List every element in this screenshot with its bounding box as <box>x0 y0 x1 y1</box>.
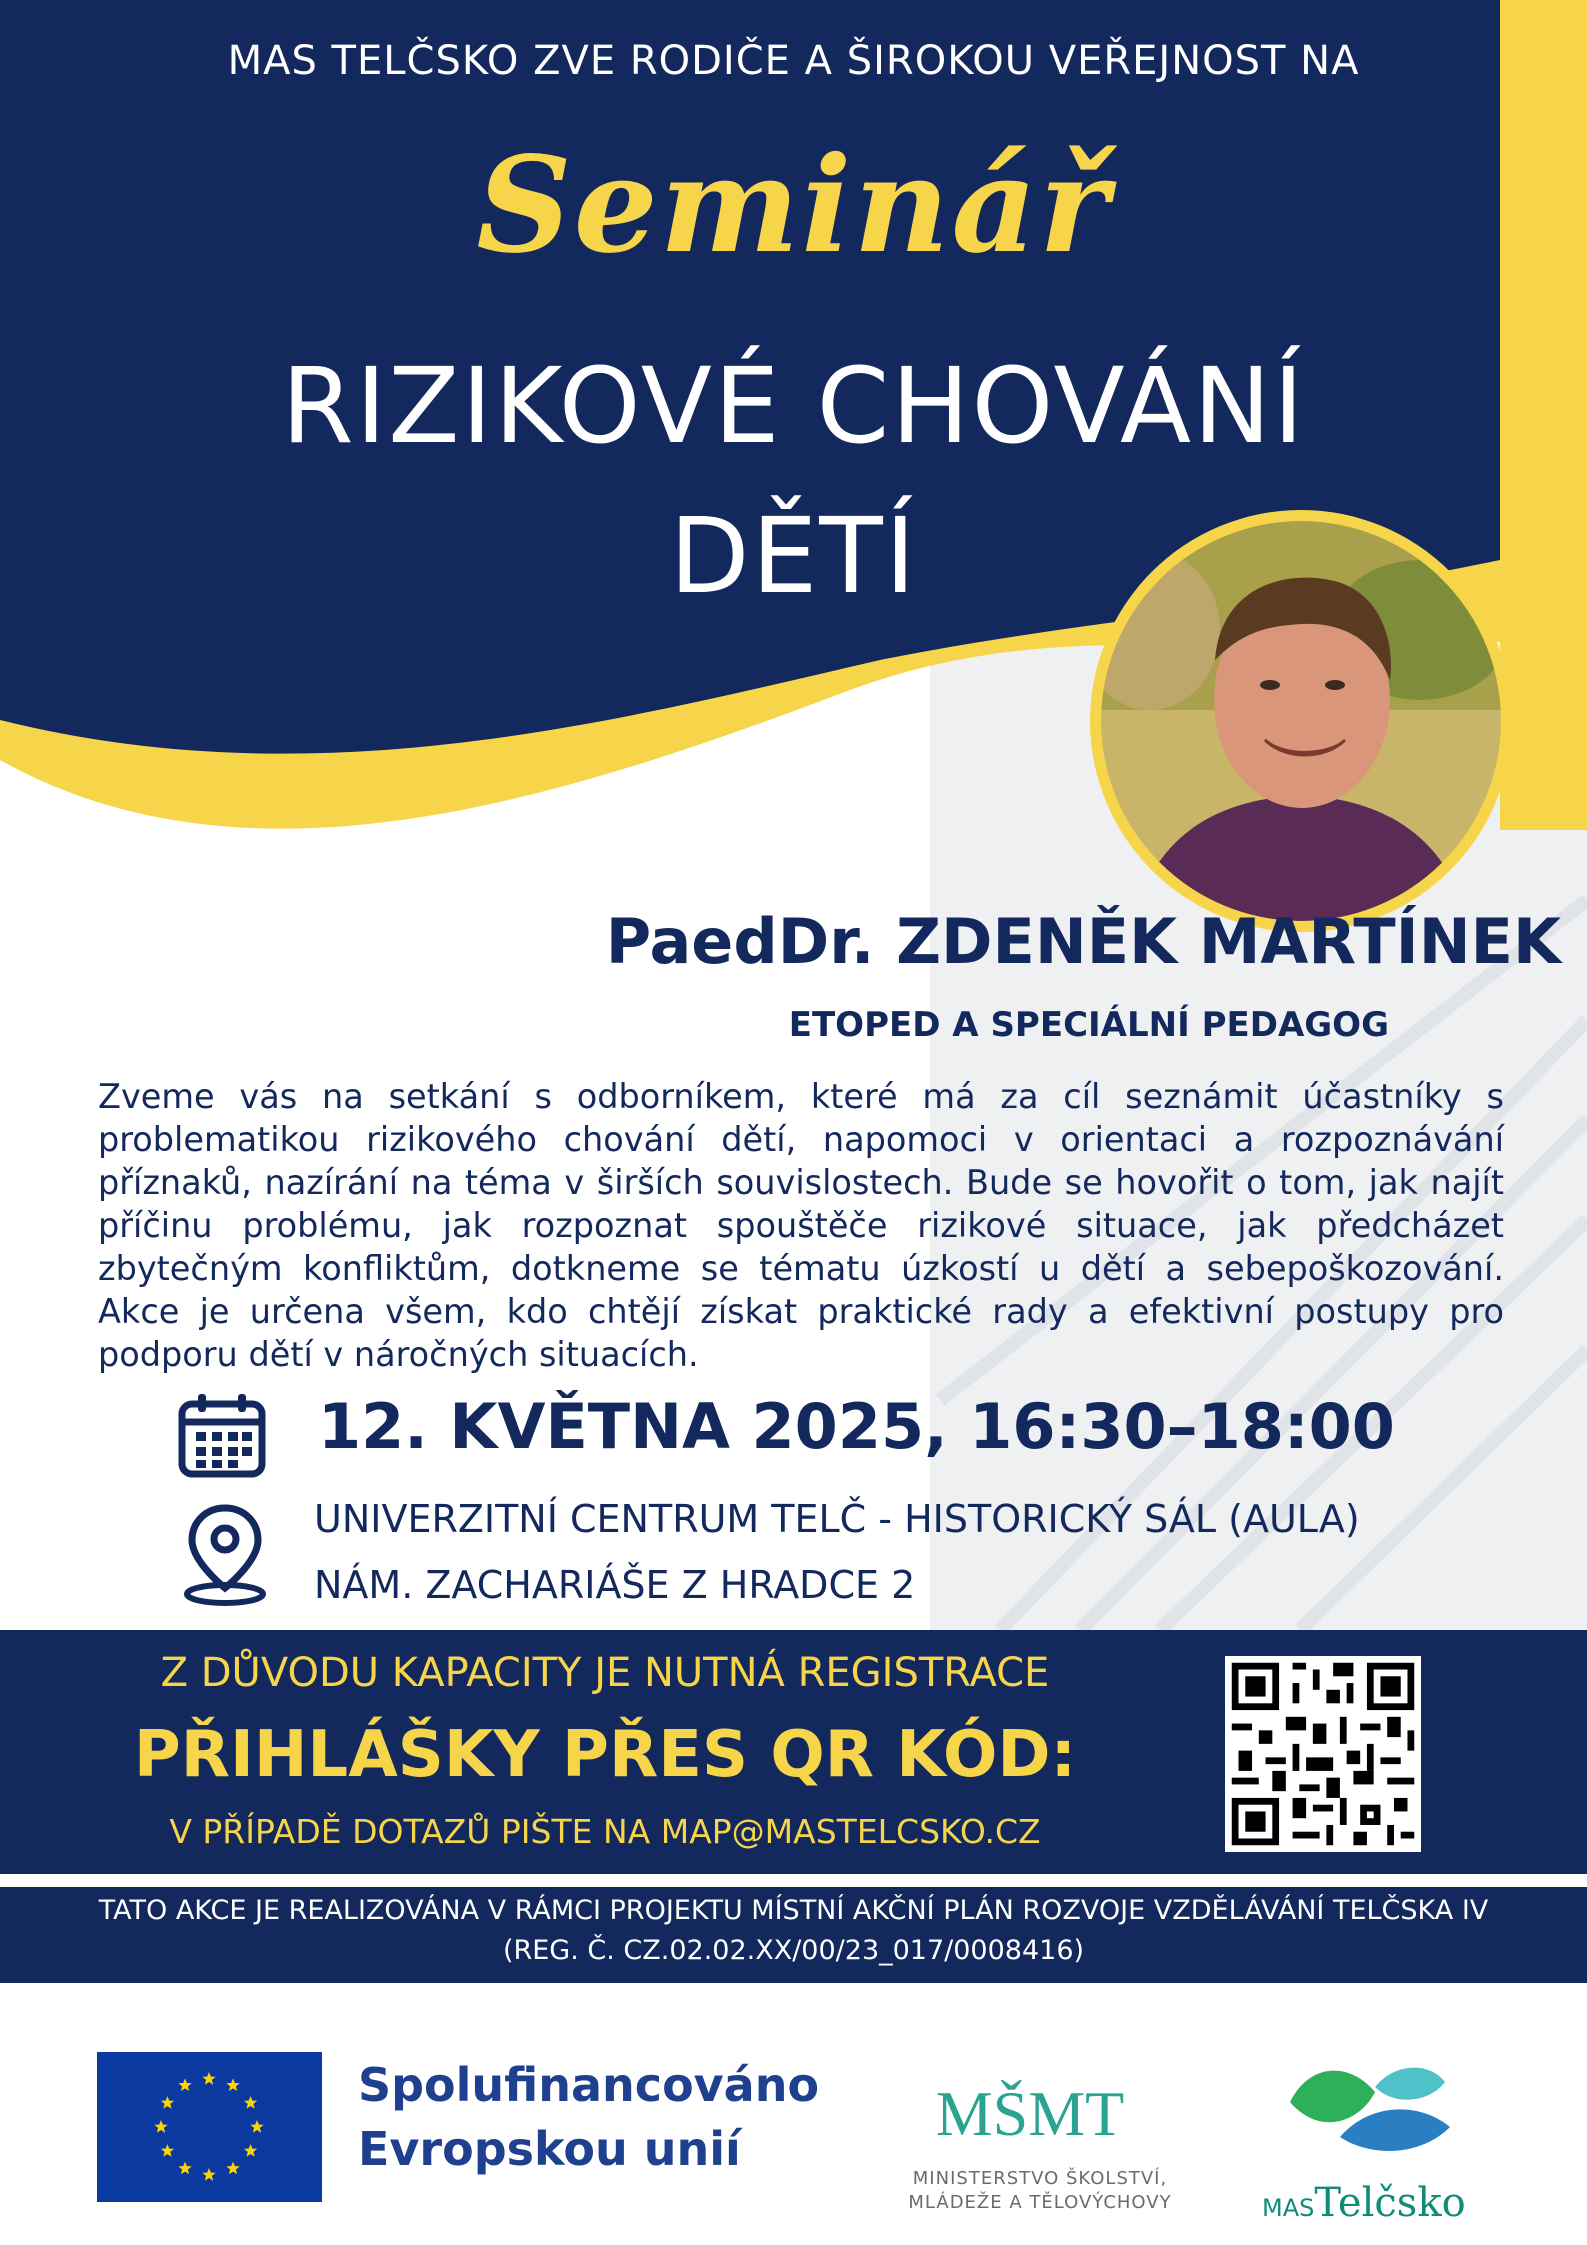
msmt-logo <box>935 2045 1125 2165</box>
mas-logo <box>1280 2042 1460 2162</box>
calendar-icon <box>178 1392 266 1478</box>
speaker-role: ETOPED A SPECIÁLNÍ PEDAGOG <box>788 1005 1389 1045</box>
event-date-time: 12. KVĚTNA 2025, 16:30–18:00 <box>318 1390 1395 1463</box>
mas-telcsko-wordmark: MASTelčsko <box>1262 2180 1466 2226</box>
project-registration-number: (REG. Č. CZ.02.02.XX/00/23_017/0008416) <box>502 1935 1085 1966</box>
invitation-line: MAS TELČSKO ZVE RODIČE A ŠIROKOU VEŘEJNOST NA <box>227 38 1360 84</box>
location-pin-icon <box>182 1502 268 1606</box>
speaker-name: PaedDr. ZDENĚK MARTÍNEK <box>605 905 1561 978</box>
registration-contact: V PŘÍPADĚ DOTAZŮ PIŠTE NA MAP@MASTELCSKO.CZ <box>169 1812 1041 1851</box>
eu-cofinanced-line-2: Evropskou unií <box>358 2122 741 2176</box>
venue-line-1: UNIVERZITNÍ CENTRUM TELČ - HISTORICKÝ SÁL (AULA) <box>314 1497 1360 1541</box>
eu-cofinanced-line-1: Spolufinancováno <box>358 2058 820 2112</box>
title-line-2: DĚTÍ <box>669 495 918 617</box>
event-description: Zveme vás na setkání s odborníkem, které má za cíl seznámit účastníky s problematikou rizikového chování dětí, napomoci v orientaci a rozpoznávání příznaků, nazírání na téma v širších souvislostech. Bude se hovořit o tom, jak najít příčinu problému, jak rozpoznat spouštěče rizikové situace, jak předcházet zbytečným konfliktům, dotkneme se tématu úzkostí u dětí a sebepoškozování. Akce je určena všem, kdo chtějí získat praktické rady a efektivní postupy pro podporu dětí v náročných situacích. <box>98 1077 1504 1374</box>
seminar-heading: Seminář <box>476 128 1111 283</box>
msmt-mark: MŠMT <box>935 2078 1125 2149</box>
msmt-name-line-1: MINISTERSTVO ŠKOLSTVÍ, <box>912 2168 1168 2189</box>
qr-code[interactable] <box>1225 1656 1421 1852</box>
msmt-name-line-2: MLÁDEŽE A TĚLOVÝCHOVY <box>908 2192 1172 2213</box>
registration-cta: PŘIHLÁŠKY PŘES QR KÓD: <box>133 1718 1077 1792</box>
eu-flag <box>97 2052 322 2202</box>
registration-note: Z DŮVODU KAPACITY JE NUTNÁ REGISTRACE <box>160 1650 1050 1696</box>
venue-line-2: NÁM. ZACHARIÁŠE Z HRADCE 2 <box>314 1563 916 1607</box>
project-statement: TATO AKCE JE REALIZOVÁNA V RÁMCI PROJEKTU MÍSTNÍ AKČNÍ PLÁN ROZVOJE VZDĚLÁVÁNÍ TELČSKA IV <box>98 1895 1489 1926</box>
title-line-1: RIZIKOVÉ CHOVÁNÍ <box>281 345 1306 467</box>
